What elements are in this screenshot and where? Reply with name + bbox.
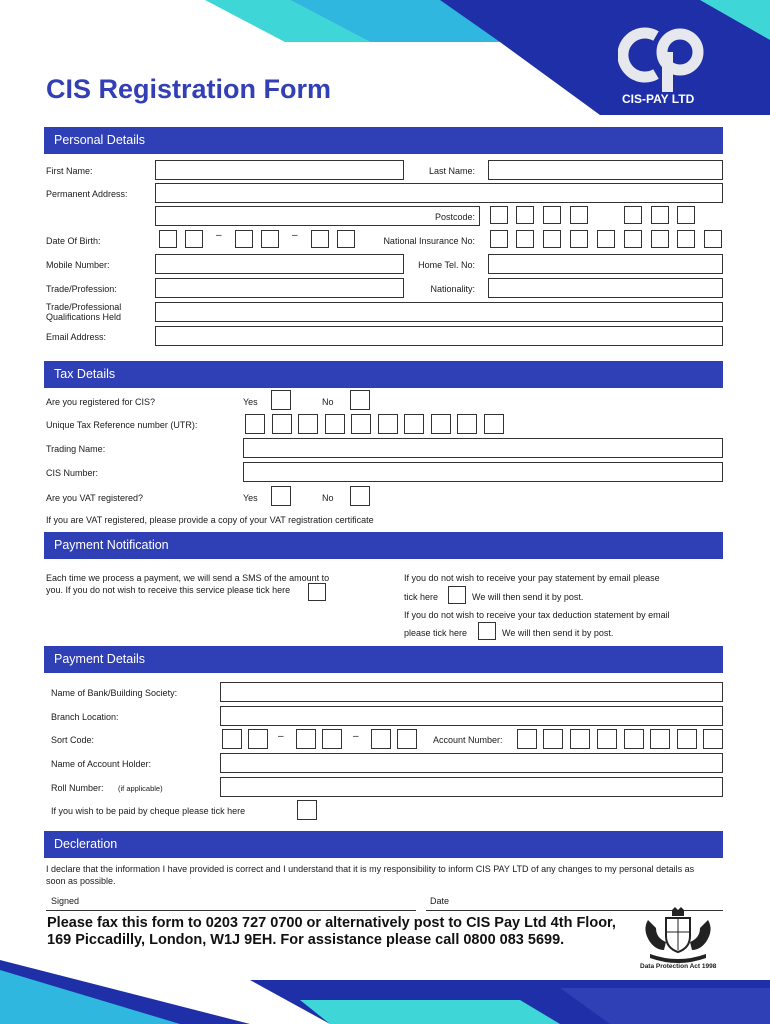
roll-number-field[interactable] [220, 777, 723, 797]
postcode-box[interactable] [677, 206, 695, 224]
date-label: Date [430, 896, 450, 906]
utr-box[interactable] [404, 414, 424, 434]
ni-box[interactable] [597, 230, 615, 248]
ni-box[interactable] [651, 230, 669, 248]
signed-label: Signed [51, 896, 80, 906]
address-label: Permanent Address: [46, 189, 128, 199]
postcode-box[interactable] [651, 206, 669, 224]
section-payment-notification [44, 532, 723, 559]
cis-yes-checkbox[interactable] [271, 390, 291, 410]
signature-line[interactable] [46, 910, 416, 911]
ni-box[interactable] [516, 230, 534, 248]
dob-label: Date Of Birth: [46, 236, 101, 246]
vat-registered-label: Are you VAT registered? [46, 493, 144, 503]
holder-label: Name of Account Holder: [51, 759, 152, 769]
section-tax-details [44, 361, 723, 388]
registered-cis-label: Are you registered for CIS? [46, 397, 156, 407]
dob-separator: – [216, 230, 222, 241]
dob-box[interactable] [337, 230, 355, 248]
branch-label: Branch Location: [51, 712, 119, 722]
branch-field[interactable] [220, 706, 723, 726]
ni-box[interactable] [624, 230, 642, 248]
home-tel-field[interactable] [488, 254, 723, 274]
email-tax-tick-label: please tick here [404, 628, 468, 638]
sort-code-box[interactable] [322, 729, 342, 749]
account-number-box[interactable] [570, 729, 590, 749]
email-field[interactable] [155, 326, 723, 346]
utr-label: Unique Tax Reference number (UTR): [46, 420, 198, 430]
dob-box[interactable] [261, 230, 279, 248]
section-title: Decleration [54, 837, 118, 851]
mobile-label: Mobile Number: [46, 260, 110, 270]
section-title: Payment Notification [54, 538, 169, 552]
section-title: Tax Details [54, 367, 116, 381]
footer-contact [47, 915, 616, 949]
email-tax-text: If you do not wish to receive your tax deduction statement by email [404, 610, 670, 620]
utr-box[interactable] [431, 414, 451, 434]
section-declaration [44, 831, 723, 858]
email-label: Email Address: [46, 332, 107, 342]
sort-code-label: Sort Code: [51, 735, 95, 745]
trade-field[interactable] [155, 278, 404, 298]
utr-box[interactable] [351, 414, 371, 434]
first-name-field[interactable] [155, 160, 404, 180]
utr-box[interactable] [457, 414, 477, 434]
sort-code-separator: – [353, 731, 359, 742]
dob-box[interactable] [235, 230, 253, 248]
dob-box[interactable] [185, 230, 203, 248]
account-number-box[interactable] [624, 729, 644, 749]
postcode-box[interactable] [490, 206, 508, 224]
cheque-checkbox[interactable] [297, 800, 317, 820]
first-name-label: First Name: [46, 166, 93, 176]
email-pay-tick-label: tick here [404, 592, 439, 602]
crest-icon [636, 906, 720, 964]
section-payment-details [44, 646, 723, 673]
last-name-field[interactable] [488, 160, 723, 180]
cis-number-field[interactable] [243, 462, 723, 482]
sort-code-box[interactable] [397, 729, 417, 749]
email-pay-text: If you do not wish to receive your pay statement by email please [404, 573, 660, 583]
sort-code-box[interactable] [248, 729, 268, 749]
footer-line-1: Please fax this form to 0203 727 0700 or alternatively post to CIS Pay Ltd 4th Floor, [47, 915, 616, 931]
sort-code-box[interactable] [222, 729, 242, 749]
qualifications-label: Trade/Professional Qualifications Held [46, 302, 122, 322]
ni-box[interactable] [490, 230, 508, 248]
trading-name-field[interactable] [243, 438, 723, 458]
ni-box[interactable] [704, 230, 722, 248]
bank-field[interactable] [220, 682, 723, 702]
email-tax-post-text: We will then send it by post. [502, 628, 614, 638]
cp-monogram-icon [618, 22, 718, 94]
email-pay-checkbox[interactable] [448, 586, 466, 604]
account-number-box[interactable] [703, 729, 723, 749]
section-title: Personal Details [54, 133, 146, 147]
qualifications-field[interactable] [155, 302, 723, 322]
account-number-box[interactable] [650, 729, 670, 749]
declaration-text: I declare that the information I have provided is correct and I understand that it is my responsibility to inform CIS PAY LTD of any changes to my personal details as soon as possible. [46, 864, 695, 886]
dpa-caption: Data Protection Act 1998 [640, 963, 717, 970]
home-tel-label: Home Tel. No: [418, 260, 475, 270]
vat-no-checkbox[interactable] [350, 486, 370, 506]
vat-yes-checkbox[interactable] [271, 486, 291, 506]
trading-name-label: Trading Name: [46, 444, 106, 454]
section-personal-details [44, 127, 723, 154]
yes-label: Yes [243, 493, 258, 503]
postcode-box[interactable] [570, 206, 588, 224]
yes-label: Yes [243, 397, 258, 407]
dob-separator: – [292, 230, 298, 241]
vat-note: If you are VAT registered, please provide a copy of your VAT registration certificate [46, 515, 374, 525]
dob-box[interactable] [159, 230, 177, 248]
logo-company-name: CIS-PAY LTD [622, 92, 695, 106]
ni-box[interactable] [543, 230, 561, 248]
trade-label: Trade/Profession: [46, 284, 117, 294]
address-field-line1[interactable] [155, 183, 723, 203]
sms-text: Each time we process a payment, we will send a SMS of the amount to you. If you do not wish to receive this service please tick here [46, 573, 330, 595]
ni-box[interactable] [677, 230, 695, 248]
company-logo [618, 22, 718, 110]
no-label: No [322, 397, 334, 407]
sort-code-box[interactable] [296, 729, 316, 749]
sort-code-box[interactable] [371, 729, 391, 749]
roll-number-label: Roll Number: [51, 783, 104, 793]
no-label: No [322, 493, 334, 503]
utr-box[interactable] [484, 414, 504, 434]
utr-box[interactable] [272, 414, 292, 434]
page-title: CIS Registration Form [46, 74, 332, 104]
nationality-label: Nationality: [430, 284, 475, 294]
account-number-box[interactable] [517, 729, 537, 749]
cheque-label: If you wish to be paid by cheque please tick here [51, 806, 246, 816]
email-pay-post-text: We will then send it by post. [472, 592, 584, 602]
postcode-box[interactable] [543, 206, 561, 224]
cis-number-label: CIS Number: [46, 468, 99, 478]
utr-box[interactable] [378, 414, 398, 434]
sms-optout-checkbox[interactable] [308, 583, 326, 601]
mobile-field[interactable] [155, 254, 404, 274]
dob-box[interactable] [311, 230, 329, 248]
ni-box[interactable] [570, 230, 588, 248]
royal-crest-seal [636, 906, 720, 974]
last-name-label: Last Name: [428, 166, 475, 176]
postcode-box[interactable] [516, 206, 534, 224]
utr-box[interactable] [298, 414, 318, 434]
email-tax-checkbox[interactable] [478, 622, 496, 640]
account-number-label: Account Number: [433, 735, 503, 745]
account-number-box[interactable] [543, 729, 563, 749]
footer-line-2: 169 Piccadilly, London, W1J 9EH. For assistance please call 0800 083 5699. [47, 932, 565, 948]
utr-box[interactable] [245, 414, 265, 434]
postcode-label: Postcode: [434, 212, 475, 222]
cis-no-checkbox[interactable] [350, 390, 370, 410]
postcode-box[interactable] [624, 206, 642, 224]
holder-field[interactable] [220, 753, 723, 773]
nationality-field[interactable] [488, 278, 723, 298]
utr-box[interactable] [325, 414, 345, 434]
account-number-box[interactable] [597, 729, 617, 749]
ni-label: National Insurance No: [383, 236, 475, 246]
roll-number-note: (if applicable) [118, 784, 163, 793]
account-number-box[interactable] [677, 729, 697, 749]
section-title: Payment Details [54, 652, 146, 666]
sort-code-separator: – [278, 731, 284, 742]
bank-label: Name of Bank/Building Society: [51, 688, 178, 698]
